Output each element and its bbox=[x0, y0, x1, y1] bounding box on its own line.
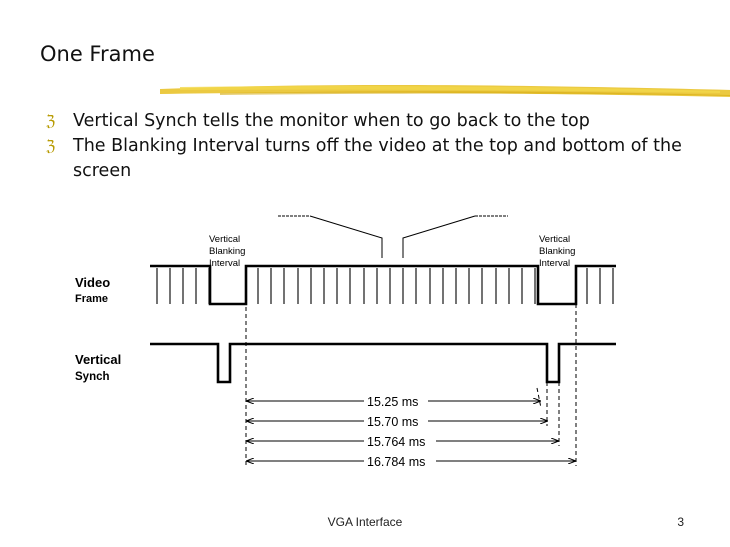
page-number: 3 bbox=[677, 515, 684, 529]
bullet-text: Vertical Synch tells the monitor when to go back to the top bbox=[73, 111, 590, 131]
footer-title: VGA Interface bbox=[327, 515, 403, 529]
vertical-synch-label: Vertical Synch bbox=[75, 352, 122, 383]
blanking-label-left: Vertical Blanking Interval bbox=[209, 234, 246, 269]
z-bullet-icon: ℨ bbox=[46, 112, 56, 130]
page-title: One Frame bbox=[40, 42, 155, 66]
timing-arrows bbox=[247, 401, 575, 461]
z-bullet-icon: ℨ bbox=[46, 137, 56, 155]
timing-label: 15.70 ms bbox=[367, 415, 419, 429]
blanking-label-right: Vertical Blanking Interval bbox=[539, 234, 576, 269]
timing-label: 15.764 ms bbox=[367, 435, 426, 449]
title-underline bbox=[160, 78, 730, 102]
frame-bracket bbox=[278, 216, 508, 258]
vertical-synch-waveform bbox=[150, 344, 616, 382]
bullet-item bbox=[46, 134, 706, 184]
bullet-text: The Blanking Interval turns off the video at the top and bottom of the screen bbox=[73, 136, 682, 181]
video-frame-waveform bbox=[150, 266, 616, 304]
bullet-item bbox=[46, 109, 706, 134]
timing-label: 16.784 ms bbox=[367, 455, 426, 469]
video-frame-label: Video Frame bbox=[75, 275, 111, 305]
bullet-list bbox=[46, 109, 706, 184]
timing-label: 15.25 ms bbox=[367, 395, 419, 409]
timing-diagram bbox=[0, 200, 730, 490]
